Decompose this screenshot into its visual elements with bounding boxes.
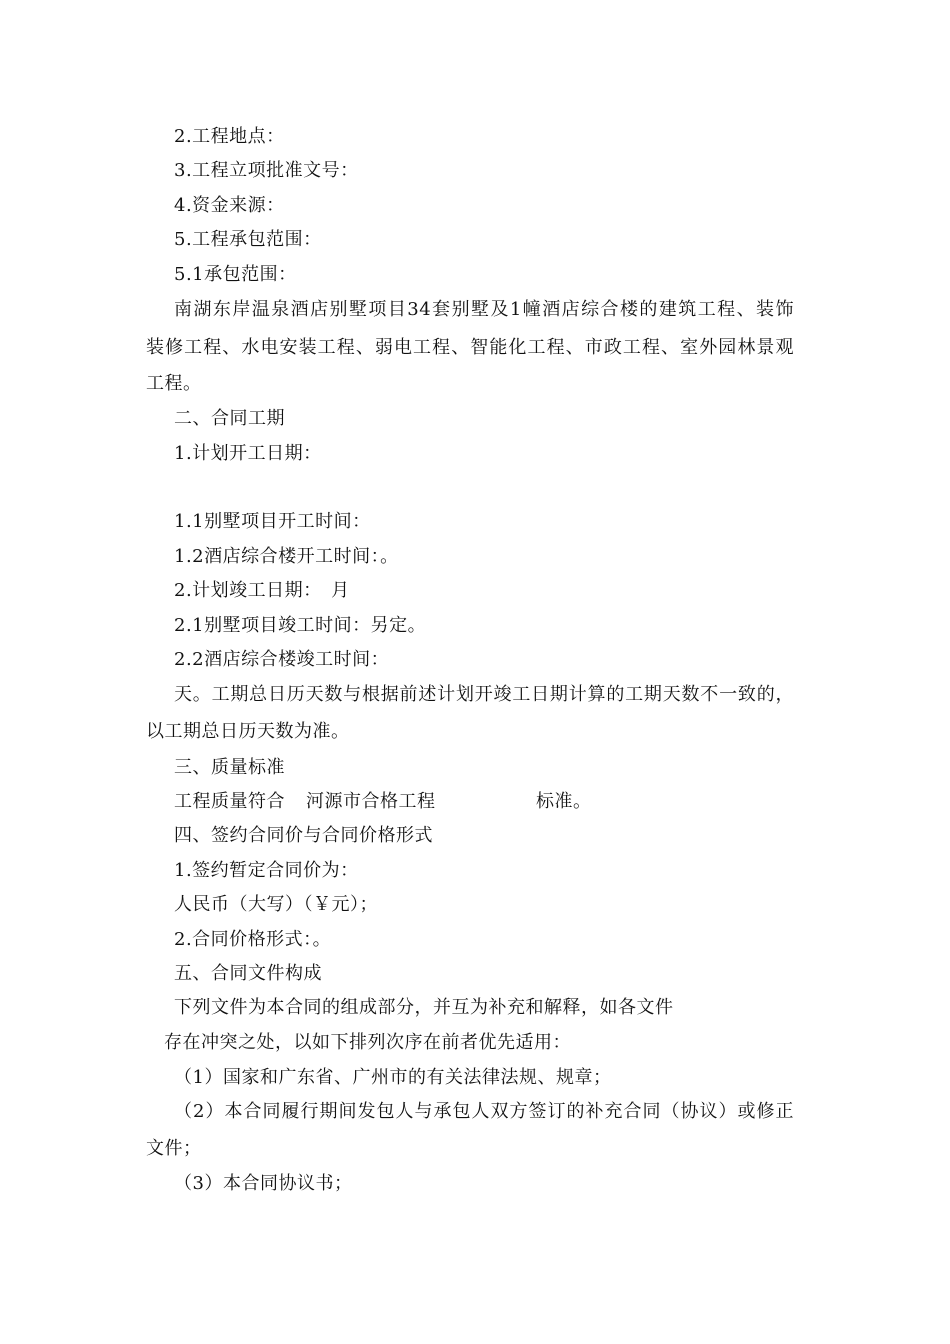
item-funding-source: 4.资金来源： [174, 195, 285, 216]
item-villa-start-time: 1.1别墅项目开工时间： [174, 511, 371, 532]
document-item-1: （1）国家和广东省、广州市的有关法律法规、规章； [174, 1067, 612, 1088]
duration-paragraph-line-2: 以工期总日历天数为准。 [146, 721, 350, 742]
documents-paragraph-line-2: 存在冲突之处，以如下排列次序在前者优先适用： [164, 1032, 571, 1053]
document-item-3: （3）本合同协议书； [174, 1173, 353, 1194]
item-provisional-contract-price: 1.签约暂定合同价为： [174, 860, 359, 881]
scope-paragraph-line-1: 南湖东岸温泉酒店别墅项目34套别墅及1幢酒店综合楼的建筑工程、装饰 [174, 299, 794, 320]
quality-text-suffix: 标准。 [536, 791, 592, 812]
quality-standard-value: 河源市合格工程 [306, 791, 436, 812]
scope-paragraph-line-3: 工程。 [146, 373, 202, 394]
item-price-form: 2.合同价格形式：。 [174, 929, 332, 950]
item-planned-completion-date: 2.计划竣工日期： 月 [174, 580, 350, 601]
duration-paragraph-line-1: 天。工期总日历天数与根据前述计划开竣工日期计算的工期天数不一致的， [174, 684, 794, 705]
item-project-location: 2.工程地点： [174, 126, 285, 147]
quality-text-prefix: 工程质量符合 [174, 791, 285, 812]
item-price-amount: 人民币（大写）（￥元）； [174, 894, 378, 915]
scope-paragraph-line-2: 装修工程、水电安装工程、弱电工程、智能化工程、市政工程、室外园林景观 [146, 337, 794, 358]
documents-paragraph-line-1: 下列文件为本合同的组成部分，并互为补充和解释，如各文件 [174, 997, 674, 1018]
section-heading-contract-period: 二、合同工期 [174, 408, 285, 429]
item-hotel-start-time: 1.2酒店综合楼开工时间：。 [174, 546, 399, 567]
section-heading-quality-standard: 三、质量标准 [174, 757, 285, 778]
section-heading-contract-documents: 五、合同文件构成 [174, 963, 322, 984]
item-villa-completion-time: 2.1别墅项目竣工时间：另定。 [174, 615, 427, 636]
section-heading-contract-price: 四、签约合同价与合同价格形式 [174, 825, 433, 846]
document-item-2-line-1: （2）本合同履行期间发包人与承包人双方签订的补充合同（协议）或修正 [174, 1101, 794, 1122]
item-planned-start-date: 1.计划开工日期： [174, 443, 322, 464]
item-contract-scope: 5.工程承包范围： [174, 229, 322, 250]
item-hotel-completion-time: 2.2酒店综合楼竣工时间： [174, 649, 390, 670]
item-approval-number: 3.工程立项批准文号： [174, 160, 359, 181]
document-item-2-line-2: 文件； [146, 1138, 202, 1159]
item-scope-subsection: 5.1承包范围： [174, 264, 297, 285]
